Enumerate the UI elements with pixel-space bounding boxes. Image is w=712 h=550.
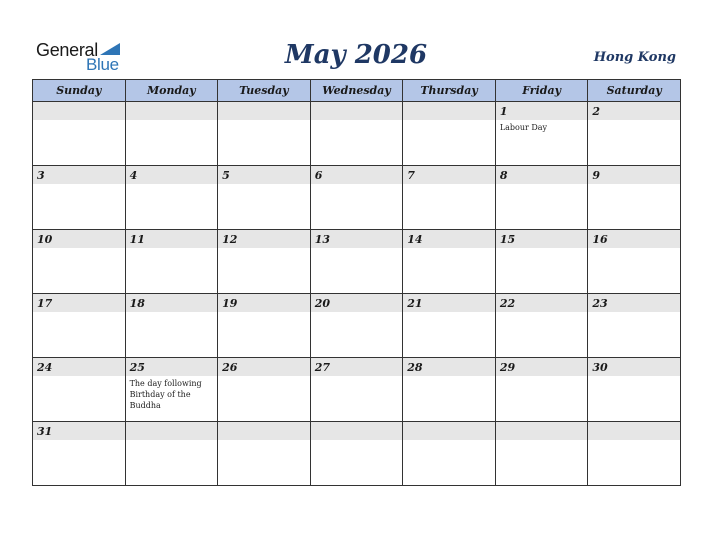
day-number: 29 xyxy=(499,361,516,374)
weekday-monday: Monday xyxy=(125,80,218,102)
day-number-bar xyxy=(588,422,680,440)
day-cell[interactable] xyxy=(588,102,681,166)
empty-day-cell xyxy=(588,422,681,486)
weekday-saturday: Saturday xyxy=(588,80,681,102)
day-cell[interactable] xyxy=(495,230,588,294)
day-number: 9 xyxy=(592,169,601,182)
day-number: 4 xyxy=(129,169,138,182)
day-number-bar xyxy=(311,422,403,440)
week-row xyxy=(33,230,681,294)
day-cell[interactable] xyxy=(125,358,218,422)
weekday-thursday: Thursday xyxy=(403,80,496,102)
day-number: 19 xyxy=(222,297,238,310)
week-row xyxy=(33,358,681,422)
day-cell[interactable] xyxy=(33,358,126,422)
day-cell[interactable] xyxy=(495,358,588,422)
day-number: 28 xyxy=(407,361,423,374)
day-number: 27 xyxy=(314,361,330,374)
weekday-tuesday: Tuesday xyxy=(218,80,311,102)
day-number-bar xyxy=(218,422,310,440)
day-cell[interactable] xyxy=(495,294,588,358)
day-number-bar xyxy=(311,166,403,184)
day-number-bar xyxy=(588,102,680,120)
day-number: 13 xyxy=(314,233,330,246)
empty-day-cell xyxy=(403,422,496,486)
day-cell[interactable] xyxy=(403,358,496,422)
empty-day-cell xyxy=(403,102,496,166)
day-cell[interactable] xyxy=(310,358,403,422)
day-cell[interactable] xyxy=(495,166,588,230)
empty-day-cell xyxy=(125,102,218,166)
weekday-header-row xyxy=(33,80,681,102)
day-number: 24 xyxy=(37,361,53,374)
day-number: 1 xyxy=(499,105,508,118)
region-label: Hong Kong xyxy=(593,50,676,65)
day-number: 17 xyxy=(37,297,53,310)
week-row xyxy=(33,166,681,230)
day-cell[interactable] xyxy=(33,166,126,230)
empty-day-cell xyxy=(310,422,403,486)
day-number-bar xyxy=(126,102,218,120)
day-number: 21 xyxy=(407,297,423,310)
day-number: 11 xyxy=(129,233,145,246)
day-cell[interactable] xyxy=(33,294,126,358)
day-number-bar xyxy=(403,102,495,120)
day-number: 2 xyxy=(592,105,601,118)
day-number-bar xyxy=(588,166,680,184)
day-cell[interactable] xyxy=(403,230,496,294)
day-cell[interactable] xyxy=(218,230,311,294)
empty-day-cell xyxy=(218,102,311,166)
empty-day-cell xyxy=(33,102,126,166)
weekday-friday: Friday xyxy=(495,80,588,102)
empty-day-cell xyxy=(218,422,311,486)
day-number-bar xyxy=(218,166,310,184)
day-number: 23 xyxy=(592,297,608,310)
day-number: 26 xyxy=(222,361,238,374)
day-cell[interactable] xyxy=(588,166,681,230)
day-number-bar xyxy=(126,166,218,184)
day-cell[interactable] xyxy=(125,230,218,294)
day-number: 14 xyxy=(407,233,423,246)
weekday-sunday: Sunday xyxy=(33,80,126,102)
day-number: 6 xyxy=(314,169,323,182)
day-cell[interactable] xyxy=(125,166,218,230)
day-cell[interactable] xyxy=(310,294,403,358)
day-cell[interactable] xyxy=(218,358,311,422)
day-number: 8 xyxy=(499,169,508,182)
day-number: 22 xyxy=(499,297,516,310)
day-cell[interactable] xyxy=(588,358,681,422)
day-cell[interactable] xyxy=(125,294,218,358)
day-cell[interactable] xyxy=(588,230,681,294)
week-row xyxy=(33,294,681,358)
day-number: 5 xyxy=(222,169,230,182)
week-row xyxy=(33,422,681,486)
day-cell[interactable] xyxy=(33,422,126,486)
day-number: 30 xyxy=(592,361,608,374)
day-cell[interactable] xyxy=(403,294,496,358)
day-number-bar xyxy=(33,166,125,184)
day-number: 16 xyxy=(592,233,608,246)
day-number-bar xyxy=(33,102,125,120)
day-number-bar xyxy=(403,422,495,440)
calendar-title: May 2026 xyxy=(284,40,428,70)
day-number-bar xyxy=(311,102,403,120)
calendar-grid xyxy=(32,79,681,486)
empty-day-cell xyxy=(125,422,218,486)
day-number: 20 xyxy=(314,297,330,310)
day-number: 18 xyxy=(129,297,145,310)
holiday-label: Labour Day xyxy=(499,123,548,132)
day-cell[interactable] xyxy=(588,294,681,358)
day-cell[interactable] xyxy=(403,166,496,230)
day-cell[interactable] xyxy=(33,230,126,294)
day-cell[interactable] xyxy=(310,166,403,230)
day-number-bar xyxy=(218,102,310,120)
day-number: 12 xyxy=(222,233,238,246)
day-number-bar xyxy=(403,166,495,184)
weekday-wednesday: Wednesday xyxy=(310,80,403,102)
day-number-bar xyxy=(496,166,588,184)
day-number: 3 xyxy=(37,169,45,182)
day-number-bar xyxy=(496,102,588,120)
day-cell[interactable] xyxy=(495,102,588,166)
holiday-label: The day following Birthday of the Buddha xyxy=(129,379,202,410)
logo-general-text: General xyxy=(36,40,98,60)
day-number: 7 xyxy=(407,169,415,182)
day-cell[interactable] xyxy=(218,166,311,230)
logo-blue-text: Blue xyxy=(86,55,119,74)
empty-day-cell xyxy=(495,422,588,486)
empty-day-cell xyxy=(310,102,403,166)
day-cell[interactable] xyxy=(218,294,311,358)
day-number: 31 xyxy=(37,425,53,438)
day-number-bar xyxy=(126,422,218,440)
day-number: 25 xyxy=(129,361,145,374)
day-number: 15 xyxy=(499,233,516,246)
day-cell[interactable] xyxy=(310,230,403,294)
day-number: 10 xyxy=(37,233,53,246)
day-number-bar xyxy=(496,422,588,440)
week-row xyxy=(33,102,681,166)
